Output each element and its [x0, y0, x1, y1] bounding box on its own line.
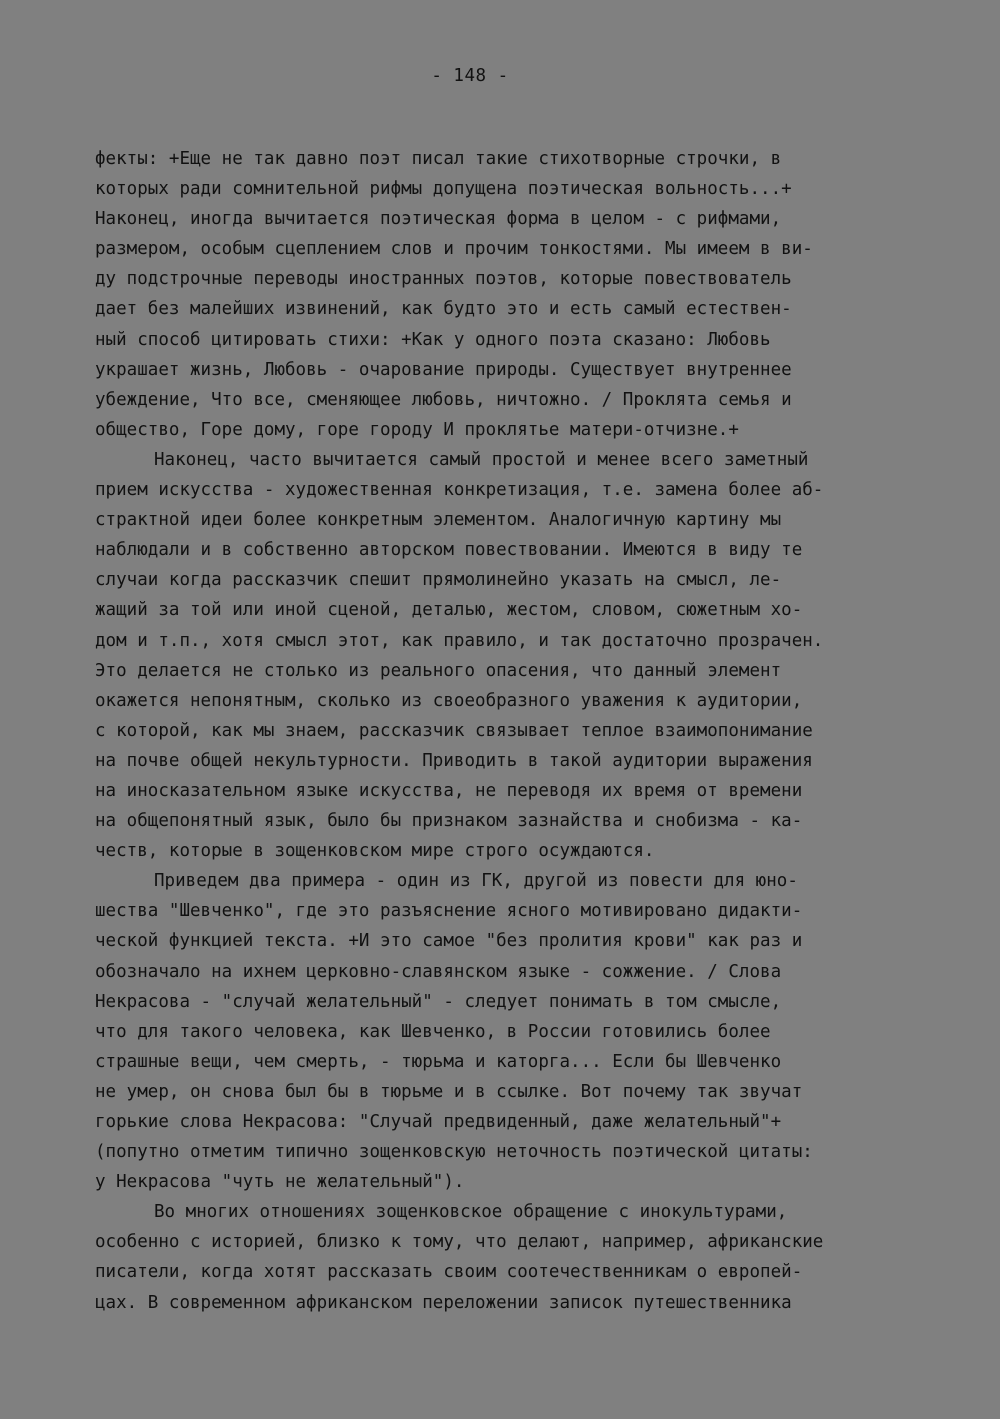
text-line: размером, особым сцеплением слов и прочим тонкостями. Мы имеем в ви- — [95, 239, 813, 260]
text-line: цах. В современном африканском переложении записок путешественника — [95, 1292, 792, 1313]
text-line: Наконец, иногда вычитается поэтическая форма в целом - с рифмами, — [95, 209, 782, 230]
text-line: с которой, как мы знаем, рассказчик связывает теплое взаимопонимание — [95, 720, 813, 741]
text-line: дает без малейших извинений, как будто это и есть самый естествен- — [95, 299, 792, 320]
text-line: обозначало на ихнем церковно-славянском языке - сожжение. / Слова — [95, 961, 782, 982]
text-line: убеждение, Что все, сменяющее любовь, ничтожно. / Проклята семья и — [95, 389, 792, 410]
text-line: не умер, он снова был бы в тюрьме и в ссылке. Вот почему так звучат — [95, 1081, 803, 1102]
page-number: - 148 - — [431, 66, 509, 86]
text-line: ду подстрочные переводы иностранных поэтов, которые повествователь — [95, 269, 792, 290]
text-line: Приведем два примера - один из ГК, другой из повести для юно- — [154, 871, 798, 892]
text-line: что для такого человека, как Шевченко, в России готовились более — [95, 1021, 771, 1042]
text-line: Это делается не столько из реального опасения, что данный элемент — [95, 660, 782, 681]
text-line: окажется непонятным, сколько из своеобразного уважения к аудитории, — [95, 690, 803, 711]
text-line: ный способ цитировать стихи: +Как у одного поэта сказано: Любовь — [95, 329, 771, 350]
text-line: честв, которые в зощенковском мире строго осуждаются. — [95, 841, 655, 862]
text-line: на иносказательном языке искусства, не переводя их время от времени — [95, 780, 803, 801]
text-line: Наконец, часто вычитается самый простой и менее всего заметный — [154, 449, 809, 470]
text-line: особенно с историей, близко к тому, что делают, например, африканские — [95, 1232, 824, 1253]
text-line: шества "Шевченко", где это разъяснение ясного мотивировано дидакти- — [95, 901, 803, 922]
body-text — [95, 144, 925, 1318]
text-line: которых ради сомнительной рифмы допущена поэтическая вольность...+ — [95, 179, 792, 200]
text-line: дом и т.п., хотя смысл этот, как правило, и так достаточно прозрачен. — [95, 630, 824, 651]
text-line: горькие слова Некрасова: "Случай предвиденный, даже желательный"+ — [95, 1112, 782, 1132]
text-line: украшает жизнь, Любовь - очарование природы. Существует внутреннее — [95, 359, 792, 380]
text-line: Во многих отношениях зощенковское обращение с инокультурами, — [154, 1202, 788, 1223]
text-line: наблюдали и в собственно авторском повествовании. Имеются в виду те — [95, 540, 803, 561]
text-line: ческой функцией текста. +И это самое "без пролития крови" как раз и — [95, 931, 803, 952]
text-line: случаи когда рассказчик спешит прямолинейно указать на смысл, ле- — [95, 570, 782, 591]
text-line: (попутно отметим типично зощенковскую неточность поэтической цитаты: — [95, 1142, 813, 1163]
text-line: Некрасова - "случай желательный" - следует понимать в том смысле, — [95, 991, 782, 1012]
text-line: фекты: +Еще не так давно поэт писал такие стихотворные строчки, в — [95, 149, 782, 169]
text-line: прием искусства - художественная конкретизация, т.е. замена более аб- — [95, 480, 824, 501]
text-line: писатели, когда хотят рассказать своим соотечественникам о европей- — [95, 1262, 803, 1283]
text-line: на почве общей некультурности. Приводить в такой аудитории выражения — [95, 750, 813, 771]
text-line: страшные вещи, чем смерть, - тюрьма и каторга... Если бы Шевченко — [95, 1051, 782, 1072]
text-line: общество, Горе дому, горе городу И проклятье матери-отчизне.+ — [95, 419, 739, 440]
text-line: у Некрасова "чуть не желательный"). — [95, 1172, 465, 1193]
text-line: страктной идеи более конкретным элементом. Аналогичную картину мы — [95, 510, 782, 531]
text-line: жащий за той или иной сценой, деталью, жестом, словом, сюжетным хо- — [95, 600, 803, 621]
text-line: на общепонятный язык, было бы признаком зазнайства и снобизма - ка- — [95, 811, 803, 832]
